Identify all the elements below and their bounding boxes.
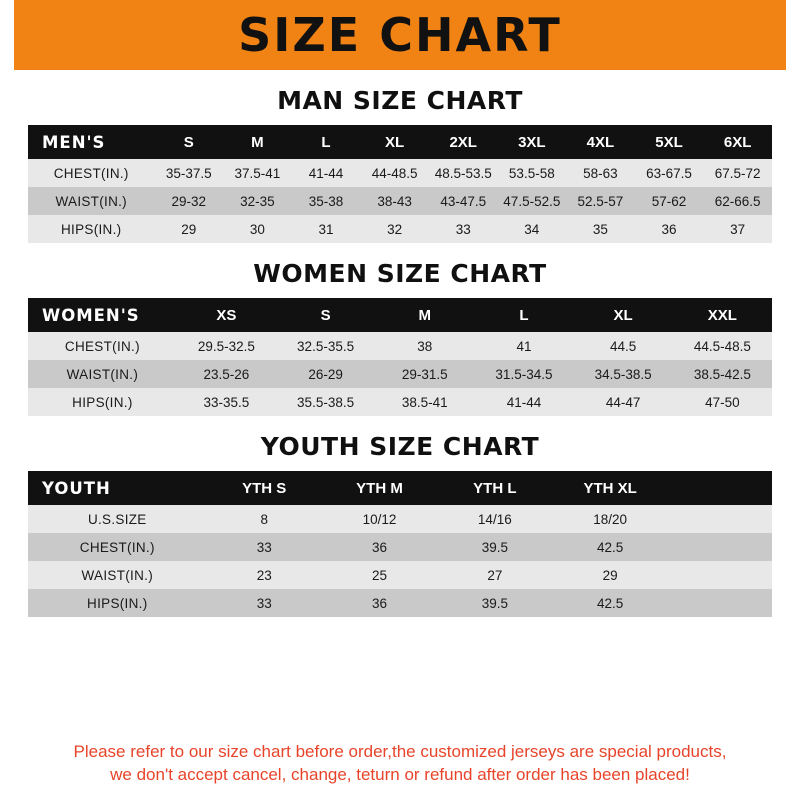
- cell: 35: [592, 221, 608, 237]
- footer-disclaimer: [28, 735, 772, 800]
- cell: 57-62: [651, 193, 687, 209]
- table-header-row: [28, 298, 772, 332]
- table-row: [28, 187, 772, 215]
- cell: 32.5-35.5: [297, 338, 355, 354]
- cell: 36: [661, 221, 677, 237]
- cell: 52.5-57: [577, 193, 624, 209]
- cell-spacer: [668, 561, 772, 589]
- table-row: [28, 388, 772, 416]
- cell: 23: [256, 567, 272, 583]
- cell: 26-29: [308, 366, 343, 382]
- column-header: YTH L: [473, 479, 517, 497]
- table-row: [28, 159, 772, 187]
- cell: 27: [487, 567, 503, 583]
- cell: 29.5-32.5: [197, 338, 255, 354]
- table-row: [28, 589, 772, 617]
- table-row: [28, 215, 772, 243]
- cell: 35.5-38.5: [297, 394, 355, 410]
- cell: 67.5-72: [714, 165, 761, 181]
- column-header-spacer: [668, 471, 772, 505]
- cell: 41: [516, 338, 532, 354]
- row-label: CHEST(IN.): [79, 539, 155, 555]
- cell: 33: [256, 539, 272, 555]
- cell: 34.5-38.5: [594, 366, 652, 382]
- cell: 42.5: [597, 595, 624, 611]
- cell: 37.5-41: [234, 165, 281, 181]
- youth-size-table: [28, 471, 772, 617]
- column-header: XS: [216, 306, 237, 324]
- column-header: S: [320, 306, 331, 324]
- cell: 32-35: [240, 193, 275, 209]
- row-label: WAIST(IN.): [66, 366, 139, 382]
- cell: 44-48.5: [371, 165, 418, 181]
- cell: 29: [181, 221, 197, 237]
- cell: 43-47.5: [440, 193, 487, 209]
- column-header: YTH M: [356, 479, 403, 497]
- cell-spacer: [668, 533, 772, 561]
- table-row: [28, 561, 772, 589]
- column-header: L: [321, 133, 331, 151]
- column-header: S: [183, 133, 194, 151]
- cell: 44.5: [610, 338, 637, 354]
- table-header-row: [28, 471, 772, 505]
- cell: 31.5-34.5: [495, 366, 553, 382]
- column-header: XL: [613, 306, 633, 324]
- cell: 8: [260, 511, 268, 527]
- cell: 58-63: [583, 165, 618, 181]
- cell: 33: [256, 595, 272, 611]
- column-header: 3XL: [518, 133, 546, 151]
- women-section-title: WOMEN SIZE CHART: [253, 259, 547, 288]
- cell: 33-35.5: [203, 394, 250, 410]
- footer-line-2: we don't accept cancel, change, teturn or refund after order has been placed!: [110, 764, 690, 784]
- cell: 41-44: [308, 165, 344, 181]
- table-row: [28, 533, 772, 561]
- row-label: HIPS(IN.): [87, 595, 148, 611]
- column-header: XXL: [707, 306, 737, 324]
- header-banner: [0, 0, 800, 70]
- cell: 30: [249, 221, 265, 237]
- cell-spacer: [668, 505, 772, 533]
- row-label: U.S.SIZE: [87, 511, 147, 527]
- cell: 33: [455, 221, 471, 237]
- cell: 42.5: [597, 539, 624, 555]
- women-row-header-label: WOMEN'S: [42, 305, 140, 325]
- row-label: CHEST(IN.): [64, 338, 140, 354]
- row-label: HIPS(IN.): [72, 394, 133, 410]
- column-header: M: [418, 306, 432, 324]
- cell: 53.5-58: [508, 165, 555, 181]
- column-header: 6XL: [723, 133, 752, 151]
- table-row: [28, 505, 772, 533]
- table-header-row: [28, 125, 772, 159]
- cell: 10/12: [362, 511, 397, 527]
- chart-content: [0, 70, 800, 800]
- column-header: XL: [385, 133, 405, 151]
- column-header: 4XL: [586, 133, 615, 151]
- column-header: YTH XL: [583, 479, 637, 497]
- cell: 31: [318, 221, 334, 237]
- column-header: 5XL: [655, 133, 683, 151]
- cell-spacer: [668, 589, 772, 617]
- cell: 38.5-41: [401, 394, 448, 410]
- cell: 36: [372, 539, 388, 555]
- row-label: WAIST(IN.): [81, 567, 154, 583]
- cell: 39.5: [481, 539, 508, 555]
- cell: 35-38: [308, 193, 344, 209]
- page-title: SIZE CHART: [238, 8, 562, 62]
- cell: 48.5-53.5: [434, 165, 492, 181]
- cell: 39.5: [481, 595, 508, 611]
- cell: 29-31.5: [401, 366, 448, 382]
- cell: 41-44: [506, 394, 542, 410]
- cell: 63-67.5: [646, 165, 692, 181]
- cell: 25: [372, 567, 388, 583]
- cell: 47.5-52.5: [503, 193, 561, 209]
- men-row-header-label: MEN'S: [42, 132, 106, 152]
- cell: 29-32: [171, 193, 207, 209]
- cell: 44-47: [605, 394, 641, 410]
- column-header: YTH S: [242, 479, 287, 497]
- cell: 34: [524, 221, 540, 237]
- banner-edge-left: [0, 0, 14, 70]
- cell: 18/20: [593, 511, 628, 527]
- cell: 23.5-26: [203, 366, 250, 382]
- column-header: M: [251, 133, 264, 151]
- cell: 29: [602, 567, 618, 583]
- row-label: WAIST(IN.): [55, 193, 127, 209]
- cell: 44.5-48.5: [693, 338, 751, 354]
- column-header: 2XL: [449, 133, 477, 151]
- women-size-table: [28, 298, 772, 416]
- cell: 37: [730, 221, 746, 237]
- cell: 35-37.5: [165, 165, 212, 181]
- men-section-title: MAN SIZE CHART: [277, 86, 523, 115]
- cell: 38.5-42.5: [693, 366, 751, 382]
- cell: 38: [417, 338, 433, 354]
- cell: 62-66.5: [714, 193, 761, 209]
- cell: 36: [372, 595, 388, 611]
- men-size-table: [28, 125, 772, 243]
- cell: 14/16: [477, 511, 512, 527]
- row-label: HIPS(IN.): [61, 221, 122, 237]
- cell: 32: [387, 221, 403, 237]
- table-row: [28, 360, 772, 388]
- footer-line-1: Please refer to our size chart before order,the customized jerseys are special products,: [73, 742, 727, 762]
- youth-section-title: YOUTH SIZE CHART: [260, 432, 540, 461]
- column-header: L: [519, 306, 529, 324]
- youth-row-header-label: YOUTH: [42, 478, 111, 498]
- row-label: CHEST(IN.): [53, 165, 129, 181]
- cell: 47-50: [705, 394, 740, 410]
- table-row: [28, 332, 772, 360]
- cell: 38-43: [377, 193, 412, 209]
- banner-edge-right: [786, 0, 800, 70]
